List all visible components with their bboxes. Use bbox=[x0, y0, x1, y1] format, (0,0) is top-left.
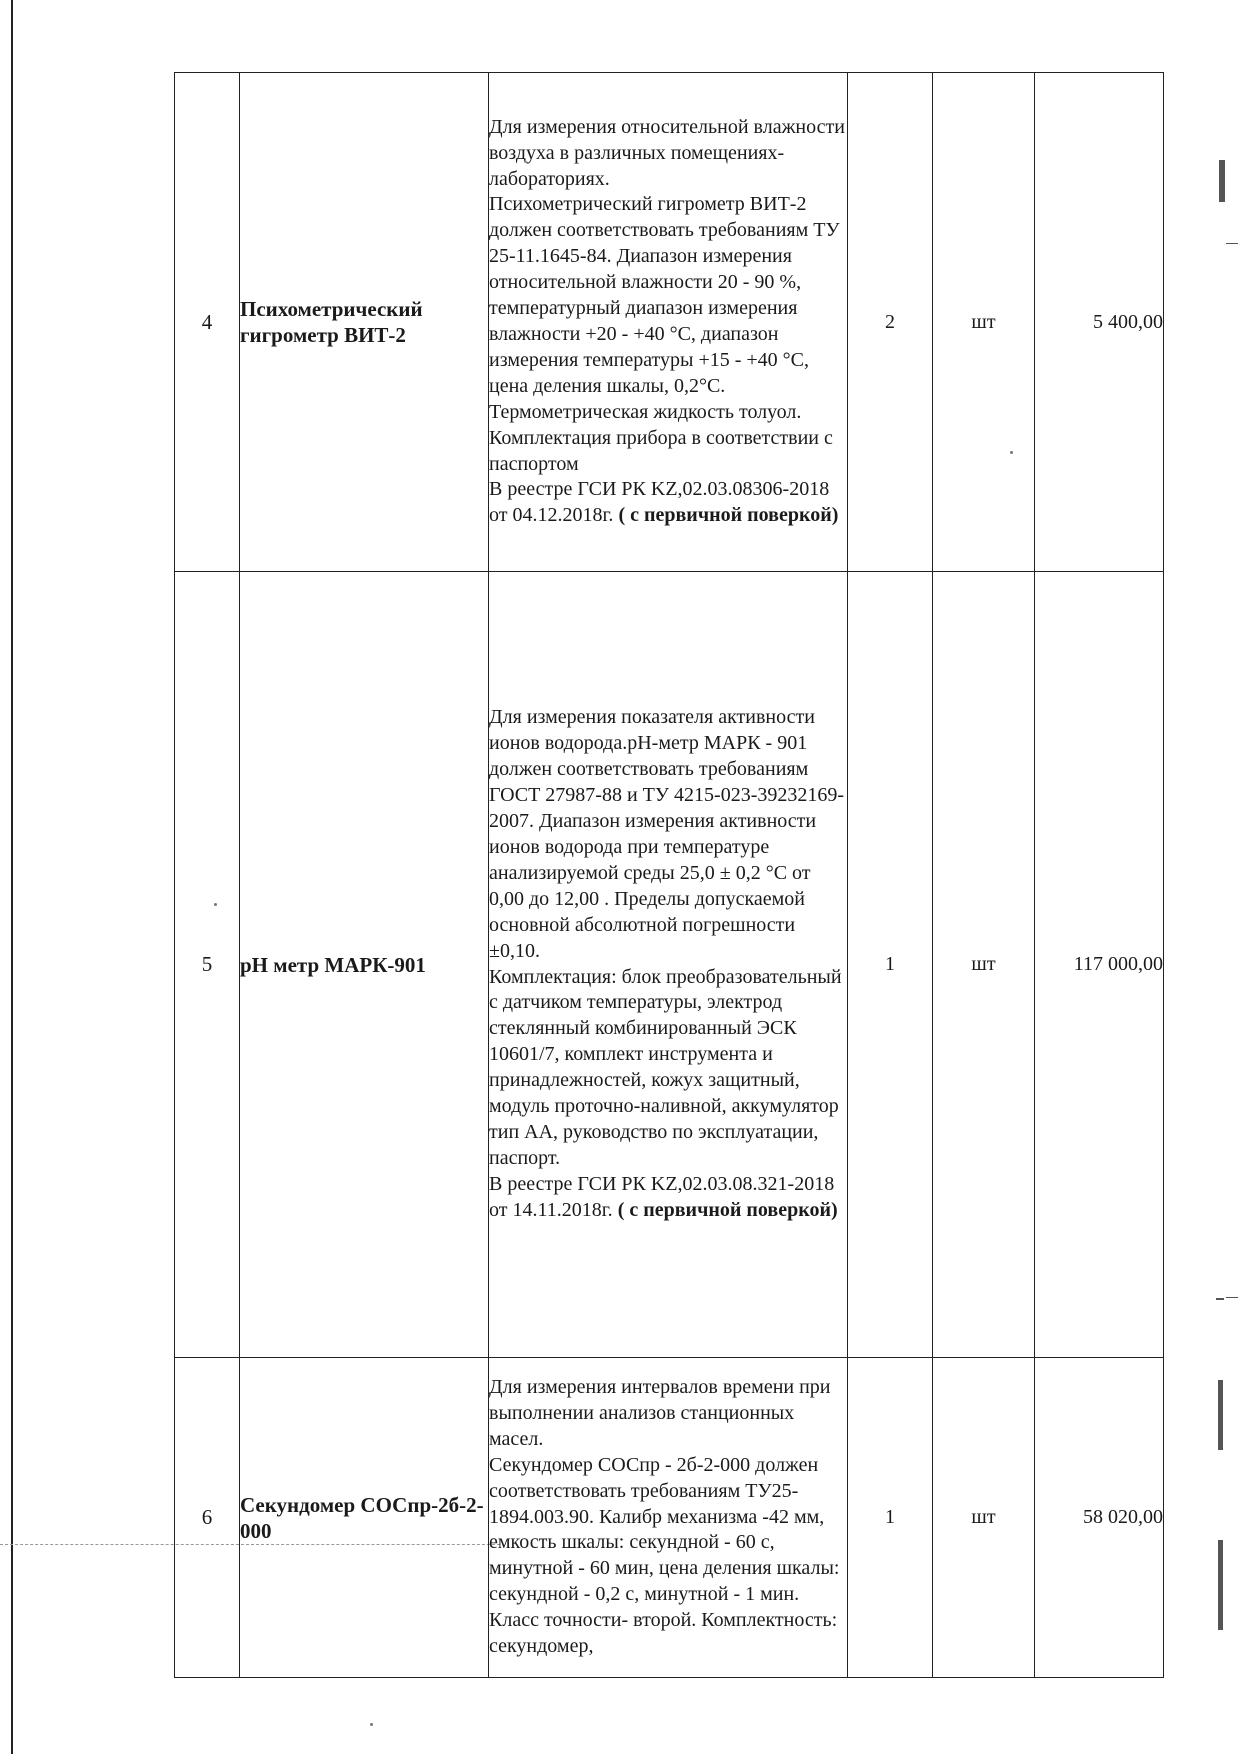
item-name: Секундомер СОСпр-2б-2-000 bbox=[240, 1358, 489, 1678]
item-quantity: 1 bbox=[848, 1358, 933, 1678]
row-number: 5 bbox=[175, 572, 240, 1358]
table-row bbox=[175, 73, 1164, 572]
item-description bbox=[489, 1358, 848, 1678]
scan-edge-mark bbox=[1226, 243, 1238, 244]
item-price: 117 000,00 bbox=[1035, 572, 1164, 1358]
description-text: Для измерения интервалов времени при выполнении анализов станционных масел. Секундомер СОСпр - 2б-2-000 должен соответствовать требованиям ТУ25-1894.003.90. Калибр механизма -42 мм, емкость шкалы: секундной - 60 с, минутной - 60 мин, цена деления шкалы: секундной - 0,2 с, минутной - 1 мин. Класс точности- второй. Комплектность: секундомер, bbox=[489, 1376, 840, 1658]
item-quantity: 1 bbox=[848, 572, 933, 1358]
item-unit: шт bbox=[933, 572, 1035, 1358]
item-unit: шт bbox=[933, 73, 1035, 572]
item-description bbox=[489, 73, 848, 572]
table-row bbox=[175, 572, 1164, 1358]
description-text: Для измерения относительной влажности воздуха в различных помещениях-лабораториях. Психометрический гигрометр ВИТ-2 должен соответствовать требованиям ТУ 25-11.1645-84. Диапазон измерения относительной влажности 20 - 90 %, температурный диапазон измерения влажности +20 - +40 °С, диапазон измерения температуры +15 - +40 °С, цена деления шкалы, 0,2°С. Термометрическая жидкость толуол. Комплектация прибора в соответствии с паспортом В реестре ГСИ РК KZ,02.03.08306-2018 от 04.12.2018г. bbox=[489, 115, 845, 527]
item-name: Психометрический гигрометр ВИТ-2 bbox=[240, 73, 489, 572]
item-name: pH метр МАРК-901 bbox=[240, 572, 489, 1358]
item-price: 58 020,00 bbox=[1035, 1358, 1164, 1678]
item-quantity: 2 bbox=[848, 73, 933, 572]
table-row bbox=[175, 1358, 1164, 1678]
scan-edge-mark bbox=[1226, 1297, 1238, 1298]
description-text: Для измерения показателя активности ионов водорода.pH-метр МАРК - 901 должен соответствовать требованиям ГОСТ 27987-88 и ТУ 4215-023-39232169-2007. Диапазон измерения активности ионов водорода при температуре анализируемой среды 25,0 ± 0,2 °С от 0,00 до 12,00 . Пределы допускаемой основной абсолютной погрешности ±0,10. Комплектация: блок преобразовательный с датчиком температуры, электрод стеклянный комбинированный ЭСК 10601/7, комплект инструмента и принадлежностей, кожух защитный, модуль проточно-наливной, аккумулятор тип АА, руководство по эксплуатации, паспорт. В реестре ГСИ РК KZ,02.03.08.321-2018 от 14.11.2018г. bbox=[489, 706, 845, 1221]
left-margin-line bbox=[11, 0, 13, 1754]
item-unit: шт bbox=[933, 1358, 1035, 1678]
description-bold-note: ( с первичной поверкой) bbox=[617, 1198, 838, 1221]
scan-edge-mark bbox=[1218, 1540, 1223, 1630]
item-price: 5 400,00 bbox=[1035, 73, 1164, 572]
scan-edge-mark bbox=[1216, 1298, 1224, 1300]
item-description bbox=[489, 572, 848, 1358]
scan-speck bbox=[370, 1723, 373, 1726]
description-bold-note: ( с первичной поверкой) bbox=[618, 504, 839, 527]
scan-edge-mark bbox=[1218, 1380, 1223, 1450]
row-number: 6 bbox=[175, 1358, 240, 1678]
scan-edge-mark bbox=[1219, 160, 1225, 202]
row-number: 4 bbox=[175, 73, 240, 572]
specification-table bbox=[174, 72, 1164, 1678]
